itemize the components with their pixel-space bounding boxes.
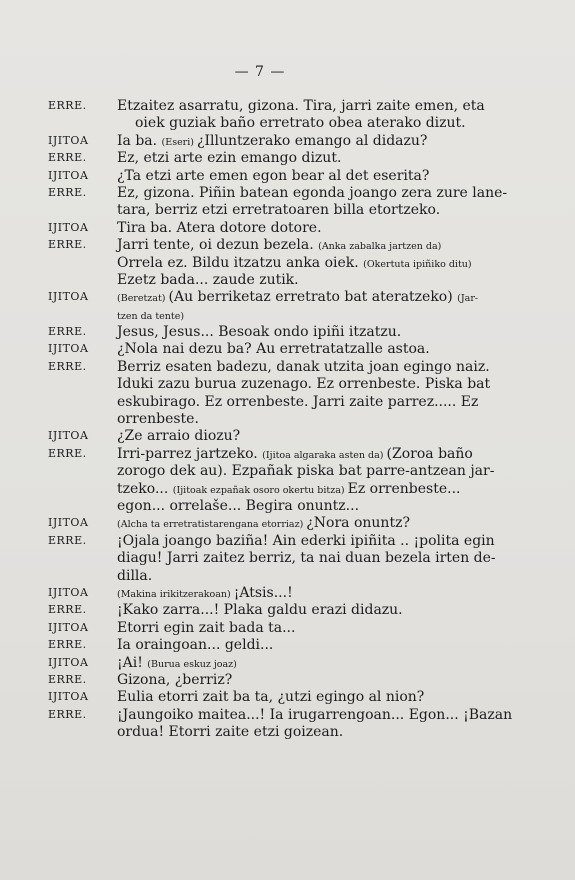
line-text — [117, 498, 475, 515]
speaker-label: IJITOA — [48, 585, 89, 599]
speaker-label: ERRE. — [48, 359, 87, 373]
spoken-text: Irri-parrez jartzeko. — [117, 445, 263, 462]
speaker-label: IJITOA — [48, 133, 89, 147]
speaker-label: ERRE. — [48, 325, 87, 339]
stage-direction: (Jar- — [457, 293, 479, 305]
spoken-text: tzeko... — [117, 480, 173, 497]
speaker-label: IJITOA — [48, 516, 89, 530]
dialogue-line — [0, 481, 575, 498]
spoken-text: ¿Ze arraio diozu? — [117, 428, 241, 445]
spoken-text: ¡Jaungoiko maitea...! Ia irugarrengoan... Egon... ¡Bazan — [117, 706, 513, 723]
dialogue-line — [0, 220, 575, 237]
line-text — [117, 428, 475, 445]
spoken-text: ¿Ta etzi arte emen egon bear al det eserita? — [117, 167, 430, 184]
dialogue-line — [0, 602, 575, 619]
spoken-text: ¿Nora onuntz? — [306, 515, 410, 532]
dialogue-line — [0, 724, 575, 741]
spoken-text: ¿Illuntzerako emango al didazu? — [197, 132, 428, 149]
dialogue-line — [0, 498, 575, 515]
speaker-label: IJITOA — [48, 342, 89, 356]
spoken-text: egon... orrelaše... Begira onuntz... — [117, 497, 360, 514]
line-text — [117, 133, 475, 151]
dialogue-line — [0, 515, 575, 532]
speaker-label: ERRE. — [48, 603, 87, 617]
spoken-text: diagu! Jarri zaitez berriz, ta nai duan bezela irten de- — [117, 550, 496, 567]
speaker-label: ERRE. — [48, 533, 87, 547]
dialogue-line — [0, 428, 575, 445]
spoken-text: Ia ba. — [117, 132, 162, 149]
spoken-text: (Au berriketaz erretrato bat ateratzeko) — [168, 289, 458, 306]
spoken-text: ¡Ojala joango baziña! Ain ederki ipiñita .. ¡polita egin — [117, 532, 495, 549]
line-text — [117, 307, 475, 325]
line-text — [117, 358, 490, 376]
spoken-text: ordua! Etorri zaite etzi goizean. — [117, 724, 344, 741]
spoken-text: Orrela ez. Bildu itzatzu anka oiek. — [117, 254, 364, 271]
dialogue-line — [0, 307, 575, 324]
page-number: — 7 — — [234, 64, 286, 80]
line-text — [117, 393, 479, 411]
stage-direction: tzen da tente) — [117, 310, 185, 322]
line-text — [117, 655, 475, 673]
spoken-text: tara, berriz etzi erretratoaren billa etortzeko. — [117, 202, 441, 219]
stage-direction: (Beretzat) — [117, 293, 169, 305]
spoken-text: Etzaitez asarratu, gizona. Tira, jarri zaite emen, eta — [117, 98, 485, 114]
spoken-text: Eulia etorri zait ba ta, ¿utzi egingo al nion? — [117, 689, 425, 706]
spoken-text: Gizona, ¿berriz? — [117, 671, 233, 688]
line-text — [117, 550, 496, 567]
line-text — [117, 602, 475, 619]
spoken-text: zorogo dek au). Ezpañak piska bat parre-antzean jar- — [117, 463, 495, 480]
dialogue-line — [0, 620, 575, 637]
dialogue-line — [0, 150, 575, 167]
line-text — [117, 341, 475, 358]
line-text — [117, 168, 475, 185]
line-text — [117, 150, 475, 167]
spoken-text: ¡Atsis...! — [233, 584, 293, 601]
spoken-text: ¡Kako zarra...! Plaka galdu erazi didazu. — [117, 602, 403, 619]
line-text — [117, 220, 475, 237]
line-text — [117, 237, 475, 255]
spoken-text: Etorri egin zait bada ta... — [117, 619, 296, 636]
line-text — [117, 515, 475, 533]
dialogue-line — [0, 255, 575, 272]
speaker-label: IJITOA — [48, 220, 89, 234]
speaker-label: IJITOA — [48, 429, 89, 443]
line-text — [117, 184, 508, 202]
speaker-label: IJITOA — [48, 290, 89, 304]
dialogue-line — [0, 672, 575, 689]
dialogue-line — [0, 202, 575, 219]
line-text — [117, 324, 475, 341]
spoken-text: ¡Ai! — [117, 654, 148, 671]
speaker-label: ERRE. — [48, 638, 87, 652]
speaker-label: ERRE. — [48, 707, 87, 721]
dialogue-line — [0, 637, 575, 654]
stage-direction: (Ijitoak ezpañak osoro okertu bitza) — [172, 484, 348, 496]
spoken-text: Tira ba. Atera dotore dotore. — [117, 219, 322, 236]
dialogue-line — [0, 411, 575, 428]
dialogue-line — [0, 655, 575, 672]
speaker-label: ERRE. — [48, 185, 87, 199]
line-text — [117, 98, 485, 115]
stage-direction: (Anka zabalka jartzen da) — [318, 241, 442, 253]
dialogue-line — [0, 376, 575, 393]
speaker-label: ERRE. — [48, 99, 87, 112]
dialogue-line — [0, 585, 575, 602]
stage-direction: (Eseri) — [161, 136, 197, 148]
dialogue-line — [0, 394, 575, 411]
line-text — [117, 689, 475, 706]
dialogue-line — [0, 707, 575, 724]
dialogue-line — [0, 98, 575, 115]
stage-direction: (Makina irikitzerakoan) — [117, 588, 234, 600]
line-text — [117, 446, 475, 464]
dialogue-line — [0, 115, 575, 132]
dialogue-line — [0, 359, 575, 376]
dialogue-line — [0, 168, 575, 185]
line-text — [117, 289, 479, 307]
dialogue-line — [0, 272, 575, 289]
stage-direction: (Okertuta ipiñiko ditu) — [363, 258, 472, 270]
spoken-text: (Zoroa baño — [386, 445, 473, 462]
line-text — [117, 272, 475, 289]
spoken-text: oiek guziak baño erretrato obea aterako dizut. — [135, 115, 466, 132]
speaker-label: IJITOA — [48, 620, 89, 634]
speaker-label: IJITOA — [48, 168, 89, 182]
dialogue-line — [0, 341, 575, 358]
dialogue-line — [0, 689, 575, 706]
dialogue-lines — [0, 98, 575, 741]
stage-direction: (Ijitoa algaraka asten da) — [262, 449, 387, 461]
spoken-text: Ez, etzi arte ezin emango dizut. — [117, 150, 342, 167]
speaker-label: IJITOA — [48, 690, 89, 704]
line-text — [117, 481, 475, 499]
dialogue-line — [0, 550, 575, 567]
speaker-label: ERRE. — [48, 672, 87, 686]
line-text — [117, 585, 475, 603]
dialogue-line — [0, 446, 575, 463]
spoken-text: orrenbeste. — [117, 411, 199, 428]
line-text — [117, 672, 475, 689]
spoken-text: Jarri tente, oi dezun bezela. — [117, 237, 319, 254]
dialogue-line — [0, 533, 575, 550]
line-text — [117, 255, 475, 273]
spoken-text: Berriz esaten badezu, danak utzita joan egingo naiz. — [117, 358, 490, 375]
dialogue-line — [0, 324, 575, 341]
speaker-label: ERRE. — [48, 446, 87, 460]
speaker-label: IJITOA — [48, 655, 89, 669]
dialogue-line — [0, 133, 575, 150]
line-text — [117, 724, 475, 741]
spoken-text: Jesus, Jesus... Besoak ondo ipiñi itzatzu. — [117, 324, 402, 341]
spoken-text: Ez, gizona. Piñin batean egonda joango zera zure lane- — [117, 184, 508, 201]
speaker-label: ERRE. — [48, 151, 87, 165]
dialogue-line — [0, 289, 575, 306]
line-text — [117, 463, 495, 480]
speaker-label: ERRE. — [48, 238, 87, 252]
spoken-text: Iduki zazu burua zuzenago. Ez orrenbeste. Piska bat — [117, 376, 491, 393]
spoken-text: eskubirago. Ez orrenbeste. Jarri zaite parrez..... Ez — [117, 393, 479, 410]
dialogue-line — [0, 185, 575, 202]
dialogue-line — [0, 568, 575, 585]
stage-direction: (Burua eskuz joaz) — [147, 658, 237, 670]
spoken-text: ¿Nola nai dezu ba? Au erretratatzalle astoa. — [117, 341, 430, 358]
line-text — [117, 637, 475, 654]
spoken-text: dilla. — [117, 567, 153, 584]
line-text — [117, 706, 513, 724]
dialogue-line — [0, 237, 575, 254]
spoken-text: Ez orrenbeste... — [347, 480, 461, 497]
line-text — [117, 620, 475, 637]
line-text — [117, 202, 475, 219]
spoken-text: Ia oraingoan... geldi... — [117, 637, 274, 654]
spoken-text: Ezetz bada... zaude zutik. — [117, 271, 299, 288]
line-text — [117, 376, 491, 393]
line-text — [117, 411, 475, 428]
line-text — [117, 115, 475, 132]
stage-direction: (Alcha ta erretratistarengana etorriaz) — [117, 519, 307, 531]
dialogue-line — [0, 463, 575, 480]
line-text — [117, 568, 475, 585]
line-text — [117, 532, 495, 550]
